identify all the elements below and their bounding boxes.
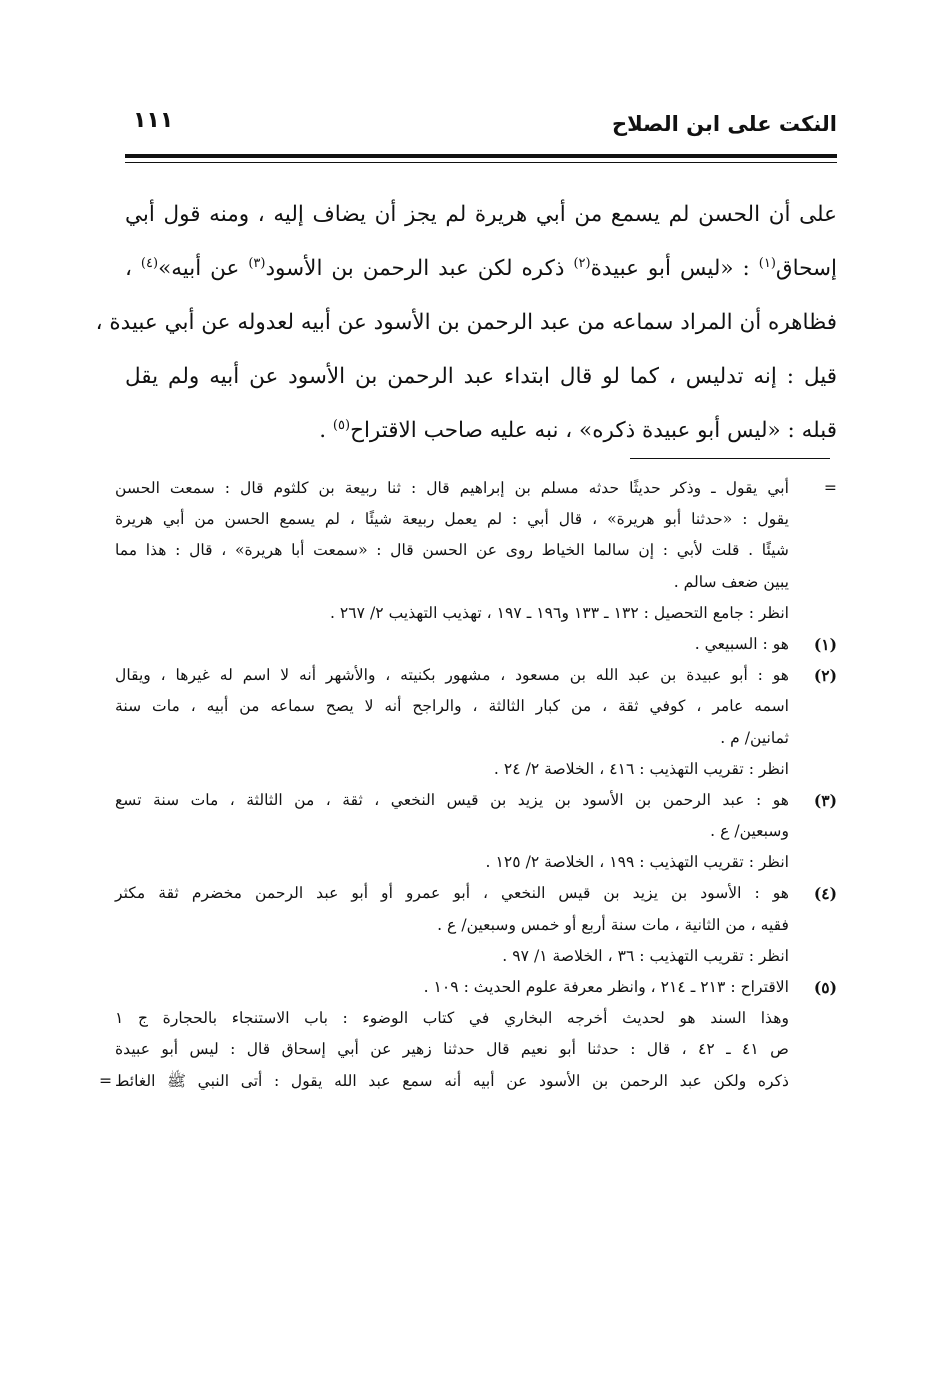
footnote-text: أبي يقول ـ وذكر حديثًا حدثه مسلم بن إبراهيم قال : ثنا ربيعة بن كلثوم قال : سمعت الحسن [115, 479, 789, 497]
footnote-ref-5: (٥) [332, 417, 351, 433]
footnote-text: انظر : تقريب التهذيب : ٣٦ ، الخلاصة ١/ ٩٧ . [502, 946, 789, 965]
footnote-3 [115, 785, 837, 816]
footnote-line [115, 910, 837, 941]
footnote-2 [115, 660, 837, 691]
book-title: النكت على ابن الصلاح [611, 112, 837, 136]
footnote-text: هو : الأسود بن يزيد بن قيس النخعي ، أبو عمرو أو أبو عبد الرحمن مخضرم ثقة مكثر [115, 884, 789, 903]
footnote-5 [115, 972, 837, 1003]
footnote-text: انظر : تقريب التهذيب : ١٩٩ ، الخلاصة ٢/ ١٢٥ . [485, 853, 789, 872]
footnote-4 [115, 878, 837, 909]
footnote-text: ثمانين/ م . [720, 728, 789, 747]
footnote-text: فقيه ، من الثانية ، مات سنة أربع أو خمس وسبعين/ ع . [437, 915, 789, 934]
main-line-1: على أن الحسن لم يسمع من أبي هريرة لم يجز أن يضاف إليه ، ومنه قول أبي [125, 202, 837, 227]
footnote-text: انظر : تقريب التهذيب : ٤١٦ ، الخلاصة ٢/ ٢٤ . [493, 759, 789, 778]
main-line-5 [125, 404, 837, 458]
footnote-number: (٢) [813, 666, 837, 686]
main-line-2-part: عن أبيه» [158, 256, 249, 281]
footnote-line [115, 941, 837, 972]
footnote-line [115, 723, 837, 754]
footnote-text: وسبعين/ ع . [710, 822, 789, 841]
main-line-3: فظاهره أن المراد سماعه من عبد الرحمن بن الأسود عن أبيه لعدوله عن أبي عبيدة ، [95, 310, 837, 335]
main-line-5-part: . [319, 418, 333, 443]
footnote-separator [630, 458, 830, 459]
main-line-4: قيل : إنه تدليس ، كما لو قال ابتداء عبد الرحمن بن الأسود عن أبيه ولم يقل [125, 364, 837, 389]
footnote-line [115, 504, 837, 535]
footnote-text: انظر : جامع التحصيل : ١٣٢ ـ ١٣٣ و١٩٦ ـ ١٩٧ ، تهذيب التهذيب ٢/ ٢٦٧ . [329, 603, 789, 622]
main-text [95, 188, 837, 458]
footnote-text: ص ٤١ ـ ٤٢ ، قال : حدثنا أبو نعيم قال حدثنا زهير عن أبي إسحاق قال : ليس أبو عبيدة [115, 1040, 789, 1059]
footnote-text: اسمه عامر ، كوفي ثقة ، من كبار الثالثة ، والراجح أنه لا يصح سماعه من أبيه ، مات سنة [115, 697, 789, 716]
footnote-line [115, 535, 837, 566]
main-line-2 [125, 242, 837, 296]
footnote-text: وهذا السند هو لحديث أخرجه البخاري في كتاب الوضوء : باب الاستنجاء بالحجارة ج ١ [115, 1009, 789, 1028]
footnote-line [115, 691, 837, 722]
footnote-line [115, 1034, 837, 1065]
main-line-5-part: قبله : «ليس أبو عبيدة ذكره» ، نبه عليه صاحب الاقتراح [350, 418, 837, 443]
footnote-text: هو : السبيعي . [694, 634, 789, 653]
footnote-ref-3: (٣) [248, 255, 266, 271]
footnote-line [115, 567, 837, 598]
footnote-text: شيئًا . قلت لأبي : إن سالما الخياط روى عن الحسن قال : «سمعت أبا هريرة» ، قال : هذا مما [115, 541, 789, 560]
continuation-mark: = [823, 479, 837, 497]
footnote-line [115, 754, 837, 785]
footnote-line [115, 598, 837, 629]
footnote-number: (٥) [813, 978, 837, 997]
main-line-2-part: ذكره لكن عبد الرحمن بن الأسود [265, 256, 574, 281]
footnote-text: يبين ضعف سالم . [673, 572, 789, 591]
footnote-number: (٤) [813, 884, 837, 904]
footnote-number: (١) [813, 634, 837, 654]
footnote-ref-2: (٢) [573, 255, 591, 271]
footnote-line [115, 1003, 837, 1034]
footnote-text: هو : عبد الرحمن بن الأسود بن يزيد بن قيس النخعي ، ثقة ، من الثالثة ، مات سنة تسع [115, 790, 789, 809]
main-line-2-part: إسحاق [775, 256, 837, 281]
footnote-text: هو : أبو عبيدة بن عبد الله بن مسعود ، مشهور بكنيته ، والأشهر أنه لا اسم له غيرها ، ويقال [115, 666, 789, 685]
footnote-line [115, 473, 837, 504]
footnote-line [115, 816, 837, 847]
continues-mark: = [99, 1071, 113, 1090]
main-line-2-part: : «ليس أبو عبيدة [590, 256, 759, 281]
footnote-1 [115, 629, 837, 660]
footnote-number: (٣) [813, 790, 837, 810]
footnote-text: ذكره ولكن عبد الرحمن بن الأسود عن أبيه أنه سمع عبد الله يقول : أتى النبي ﷺ الغائط [115, 1071, 789, 1090]
footnotes [99, 473, 837, 1097]
running-header [125, 108, 837, 150]
footnote-text: الاقتراح : ٢١٣ ـ ٢١٤ ، وانظر معرفة علوم الحديث : ١٠٩ . [423, 978, 789, 996]
footnote-ref-4: (٤) [140, 255, 159, 271]
footnote-line [99, 1066, 837, 1097]
footnote-ref-1: (١) [758, 255, 776, 271]
main-line-2-part: ، [125, 256, 141, 281]
header-rule [125, 154, 837, 158]
header-rule-thin [125, 162, 837, 163]
footnote-line [115, 847, 837, 878]
page-number: ١١١ [133, 108, 174, 133]
footnote-text: يقول : «حدثنا أبو هريرة» ، قال أبي : لم يعمل ربيعة شيئًا ، لم يسمع الحسن من أبي هريرة [115, 510, 789, 529]
